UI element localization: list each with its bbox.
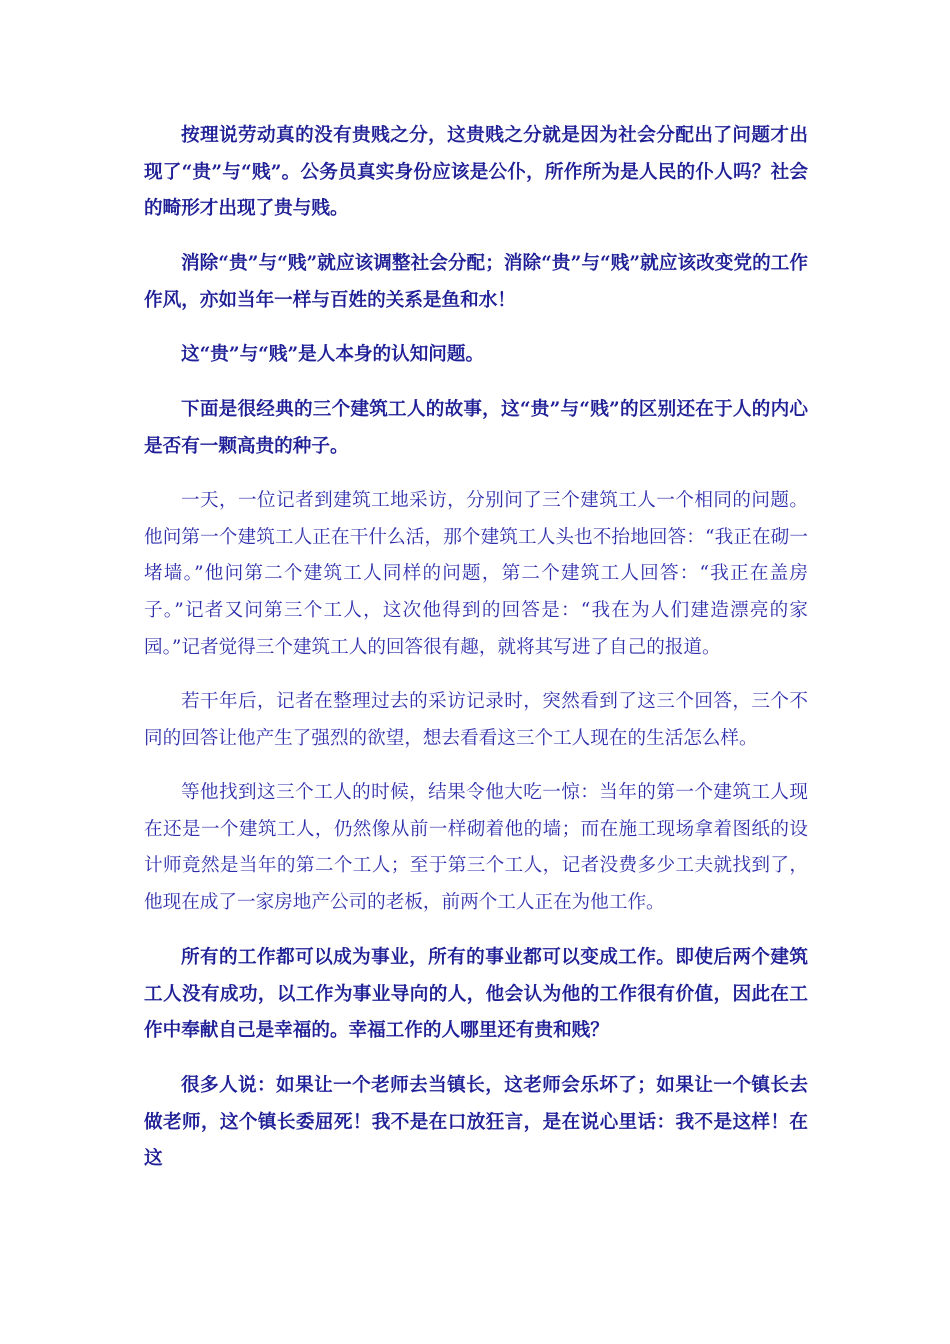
paragraph-1: 按理说劳动真的没有贵贱之分，这贵贱之分就是因为社会分配出了问题才出现了“贵”与“贱”。公务员真实身份应该是公仆，所作所为是人民的仆人吗？社会的畸形才出现了贵与贱。 — [144, 125, 808, 220]
paragraph-3: 这“贵”与“贱”是人本身的认知问题。 — [181, 344, 485, 365]
paragraph-5: 一天，一位记者到建筑工地采访，分别问了三个建筑工人一个相同的问题。他问第一个建筑工人正在干什么活，那个建筑工人头也不抬地回答：“我正在砌一堵墙。”他问第二个建筑工人同样的问题，第二个建筑工人回答：“我正在盖房子。”记者又问第三个工人，这次他得到的回答是：“我在为人们建造漂亮的家园。”记者觉得三个建筑工人的回答很有趣，就将其写进了自己的报道。 — [144, 490, 808, 658]
paragraph-4: 下面是很经典的三个建筑工人的故事，这“贵”与“贱”的区别还在于人的内心是否有一颗高贵的种子。 — [144, 399, 808, 457]
paragraph-8: 所有的工作都可以成为事业，所有的事业都可以变成工作。即使后两个建筑工人没有成功，以工作为事业导向的人，他会认为他的工作很有价值，因此在工作中奉献自己是幸福的。幸福工作的人哪里还有贵和贱？ — [144, 947, 808, 1042]
paragraph-9: 很多人说：如果让一个老师去当镇长，这老师会乐坏了；如果让一个镇长去做老师，这个镇长委屈死！我不是在口放狂言，是在说心里话：我不是这样！在这 — [144, 1075, 808, 1170]
paragraph-6: 若干年后，记者在整理过去的采访记录时，突然看到了这三个回答，三个不同的回答让他产生了强烈的欲望，想去看看这三个工人现在的生活怎么样。 — [144, 691, 808, 749]
paragraph-2: 消除“贵”与“贱”就应该调整社会分配；消除“贵”与“贱”就应该改变党的工作作风，亦如当年一样与百姓的关系是鱼和水！ — [144, 253, 808, 311]
document-body — [144, 118, 808, 1170]
paragraph-7: 等他找到这三个工人的时候，结果令他大吃一惊：当年的第一个建筑工人现在还是一个建筑工人，仍然像从前一样砌着他的墙；而在施工现场拿着图纸的设计师竟然是当年的第二个工人；至于第三个工人，记者没费多少工夫就找到了，他现在成了一家房地产公司的老板，前两个工人正在为他工作。 — [144, 782, 808, 914]
